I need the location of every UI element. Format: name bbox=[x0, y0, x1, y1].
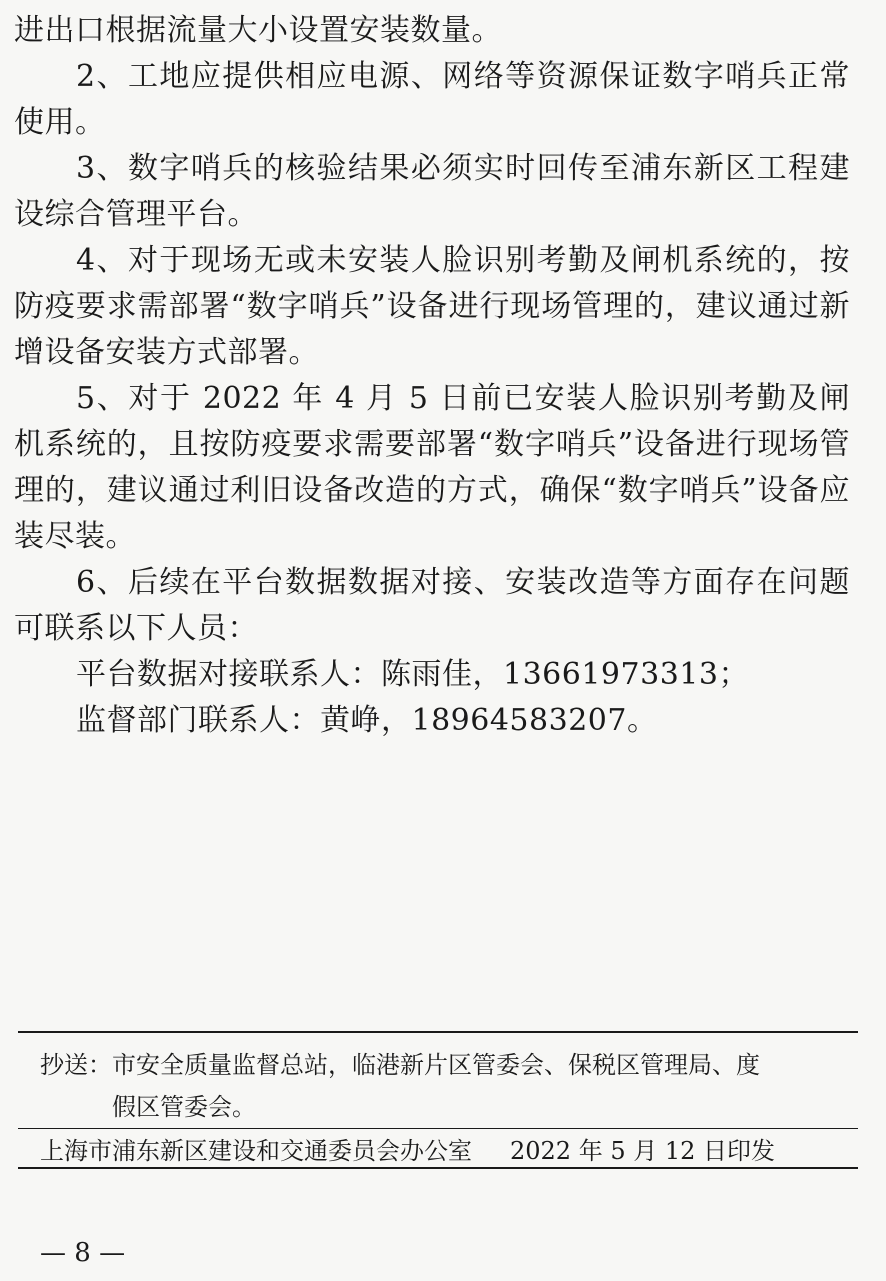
paragraph-item-2: 2、工地应提供相应电源、网络等资源保证数字哨兵正常使用。 bbox=[14, 59, 850, 140]
cc-top-rule bbox=[18, 1031, 858, 1033]
issuer-line bbox=[40, 1133, 850, 1169]
page-number: — 8 — bbox=[40, 1238, 126, 1268]
cc-block bbox=[40, 1044, 840, 1128]
paragraph-item-5: 5、对于 2022 年 4 月 5 日前已安装人脸识别考勤及闸机系统的，且按防疫要求需要部署“数字哨兵”设备进行现场管理的，建议通过利旧设备改造的方式，确保“数字哨兵”设备应装尽装。 bbox=[14, 381, 850, 554]
paragraph-item-6: 6、后续在平台数据数据对接、安装改造等方面存在问题可联系以下人员： bbox=[14, 565, 850, 646]
cc-recipients-line2: 假区管委会。 bbox=[112, 1093, 256, 1121]
cc-label: 抄送： bbox=[40, 1051, 112, 1079]
paragraph-item-3: 3、数字哨兵的核验结果必须实时回传至浦东新区工程建设综合管理平台。 bbox=[14, 151, 850, 232]
issuer-name: 上海市浦东新区建设和交通委员会办公室 bbox=[40, 1137, 472, 1165]
issue-date: 2022 年 5 月 12 日印发 bbox=[510, 1137, 776, 1165]
cc-recipients-line1: 市安全质量监督总站，临港新片区管委会、保税区管理局、度 bbox=[112, 1051, 760, 1079]
paragraph-item-4: 4、对于现场无或未安装人脸识别考勤及闸机系统的，按防疫要求需部署“数字哨兵”设备进行现场管理的，建议通过新增设备安装方式部署。 bbox=[14, 243, 850, 370]
contact-platform: 平台数据对接联系人：陈雨佳，13661973313； bbox=[76, 657, 749, 692]
document-body bbox=[14, 8, 850, 744]
issuer-bottom-rule bbox=[18, 1167, 858, 1169]
cc-line-1 bbox=[40, 1044, 840, 1086]
cc-bottom-rule bbox=[18, 1128, 858, 1129]
contact-supervision: 监督部门联系人：黄峥，18964583207。 bbox=[76, 703, 658, 738]
paragraph-continuation: 进出口根据流量大小设置安装数量。 bbox=[14, 13, 502, 48]
